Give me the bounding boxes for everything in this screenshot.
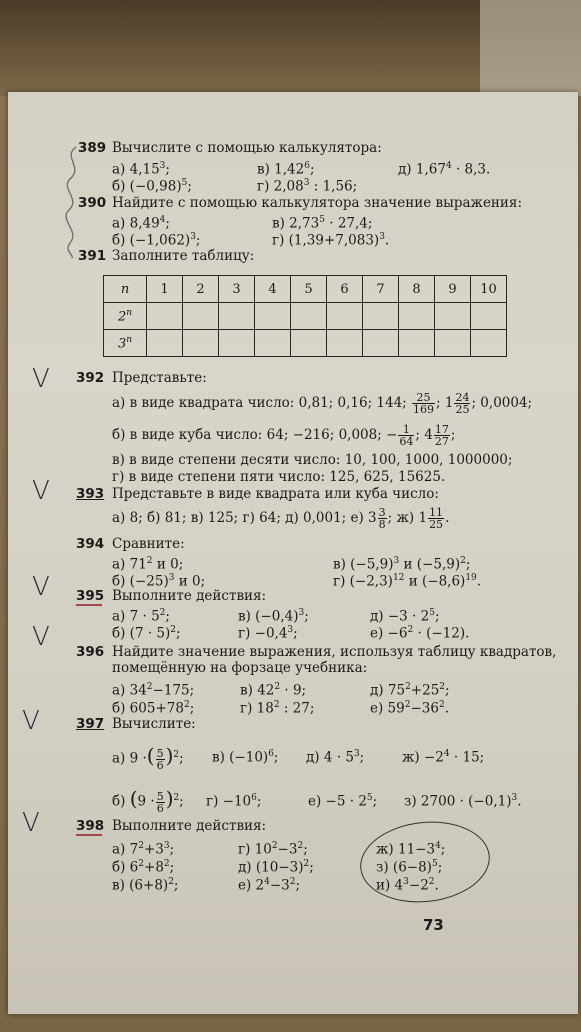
task-title: Представьте в виде квадрата или куба число:: [112, 486, 439, 502]
task-item: д) $75^2+25^2$;: [370, 682, 450, 699]
task-number: 391: [78, 248, 107, 264]
table-row: [104, 276, 507, 303]
table-cell: 1: [147, 276, 183, 303]
table-cell: 6: [327, 276, 363, 303]
task-item: г) 2,08$^3$ : 1,56;: [257, 178, 358, 195]
task-item: в) $(-5,9)^3$ и $(-5,9)^2$;: [333, 556, 471, 573]
task-item: б) $(-0,98)^5$;: [112, 178, 192, 195]
task-item: г) $(-2,3)^{12}$ и $(-8,6)^{19}$.: [333, 573, 482, 590]
task-item: ж) $11-3^4$;: [376, 841, 446, 858]
table-row: [104, 303, 507, 330]
task-item: з) $(6-8)^5$;: [376, 859, 443, 876]
task-item: б) $605+78^2$;: [112, 700, 195, 717]
check-mark-icon: V: [32, 476, 50, 506]
task-title: помещённую на форзаце учебника:: [112, 660, 368, 676]
powers-table: [103, 275, 507, 357]
table-cell: 8: [399, 276, 435, 303]
task-item: г) $10^2-3^2$;: [238, 841, 308, 858]
task-title: Вычислите:: [112, 716, 196, 732]
task-item: б) (9 · $\frac{5}{6}$ )$^2$;: [112, 786, 184, 815]
table-cell: 2: [183, 276, 219, 303]
table-cell: 4: [255, 276, 291, 303]
task-number: 398: [76, 818, 105, 834]
task-item: б) $(-25)^3$ и 0;: [112, 573, 206, 590]
task-item: з) $2700 \cdot (-0,1)^3$.: [404, 793, 522, 810]
task-item: $е) -6^2 \cdot (-12)$.: [370, 625, 470, 642]
check-mark-icon: V: [32, 572, 50, 602]
task-item: д) 1,67$^4$ · 8,3.: [398, 161, 491, 178]
task-item: $г) -10^6$;: [206, 793, 262, 810]
table-cell: 2$^n$: [104, 303, 147, 330]
task-title: Найдите с помощью калькулятора значение выражения:: [112, 195, 522, 211]
task-title: Найдите значение выражения, используя таблицу квадратов,: [112, 644, 557, 660]
task-item: д) $(10-3)^2$;: [238, 859, 314, 876]
task-number: 394: [76, 536, 105, 552]
task-item: д) $4 \cdot 5^3$;: [306, 749, 365, 766]
table-cell: 3: [219, 276, 255, 303]
task-item: б) в виде куба число: 64; −216; 0,008; − $\frac{1}{64}$ ; 4 $\frac{17}{27}$ ;: [112, 423, 456, 448]
task-item: г) в виде степени пяти число: 125, 625, 15625.: [112, 469, 446, 485]
table-cell: n: [104, 276, 147, 303]
task-item: г) $18^2$ : 27;: [240, 700, 315, 717]
task-item: $д) -3 \cdot 2^5$;: [370, 608, 440, 625]
task-title: Сравните:: [112, 536, 185, 552]
task-number: 392: [76, 370, 105, 386]
check-mark-icon: V: [22, 808, 40, 838]
task-item: а) в виде квадрата число: 0,81; 0,16; 144; $\frac{25}{169}$ ; 1 $\frac{24}{25}$ ; 0,0004;: [112, 391, 533, 416]
task-item: а) 8,49$^4$;: [112, 215, 170, 232]
task-item: а) $34^2-175$;: [112, 682, 195, 699]
task-item: $г) -0,4^3$;: [238, 625, 298, 642]
task-item: $ж) -2^4 \cdot 15$;: [402, 749, 485, 766]
task-item: г) $(1,39+7,083)^3$.: [272, 232, 390, 249]
task-title: Выполните действия:: [112, 818, 267, 834]
task-item: $е) -5 \cdot 2^5$;: [308, 793, 378, 810]
task-number: 393: [76, 486, 105, 502]
task-item: и) $4^3-2^2$.: [376, 877, 439, 894]
task-item: в) 1,42$^6$;: [257, 161, 315, 178]
task-item: в) $(-0,4)^3$;: [238, 608, 309, 625]
task-item: а) 9 ·( $\frac{5}{6}$ )$^2$;: [112, 743, 184, 772]
task-number: 390: [78, 195, 107, 211]
task-item: б) $6^2+8^2$;: [112, 859, 175, 876]
task-item: а) $7^2+3^3$;: [112, 841, 175, 858]
task-item: в) $(6+8)^2$;: [112, 877, 179, 894]
task-item: б) $(7 \cdot 5)^2$;: [112, 625, 181, 642]
task-item: б) $(-1,062)^3$;: [112, 232, 201, 249]
check-mark-icon: V: [32, 622, 50, 652]
background-page: [480, 0, 581, 96]
table-cell: 10: [471, 276, 507, 303]
task-item: а) 8; б) 81; в) 125; г) 64; д) 0,001; е) 3 $\frac{3}{8}$ ; ж) 1 $\frac{11}{25}$ .: [112, 506, 450, 531]
red-underline: [76, 604, 102, 606]
red-underline: [76, 834, 102, 836]
task-item: а) 4,15$^3$;: [112, 161, 170, 178]
check-mark-icon: V: [22, 706, 40, 736]
task-title: Вычислите с помощью калькулятора:: [112, 140, 382, 156]
check-mark-icon: V: [32, 364, 50, 394]
table-row: [104, 330, 507, 357]
table-cell: 9: [435, 276, 471, 303]
task-item: в) $42^2 \cdot 9$;: [240, 682, 307, 699]
task-item: в) $(-10)^6$;: [212, 749, 279, 766]
table-cell: 7: [363, 276, 399, 303]
task-item: е) $59^2-36^2$.: [370, 700, 449, 717]
task-item: в) 2,73$^5$ · 27,4;: [272, 215, 373, 232]
task-item: в) в виде степени десяти число: 10, 100, 1000, 1000000;: [112, 452, 513, 468]
task-item: а) $7 \cdot 5^2$;: [112, 608, 170, 625]
page-number: 73: [423, 916, 444, 934]
task-title: Представьте:: [112, 370, 207, 386]
task-item: а) $71^2$ и 0;: [112, 556, 184, 573]
task-number: 395: [76, 588, 105, 604]
table-cell: 3$^n$: [104, 330, 147, 357]
task-title: Заполните таблицу:: [112, 248, 255, 264]
task-number: 396: [76, 644, 105, 660]
task-number: 397: [76, 716, 105, 732]
task-number: 389: [78, 140, 107, 156]
table-cell: 5: [291, 276, 327, 303]
task-item: е) $2^4-3^2$;: [238, 877, 301, 894]
task-title: Выполните действия:: [112, 588, 267, 604]
